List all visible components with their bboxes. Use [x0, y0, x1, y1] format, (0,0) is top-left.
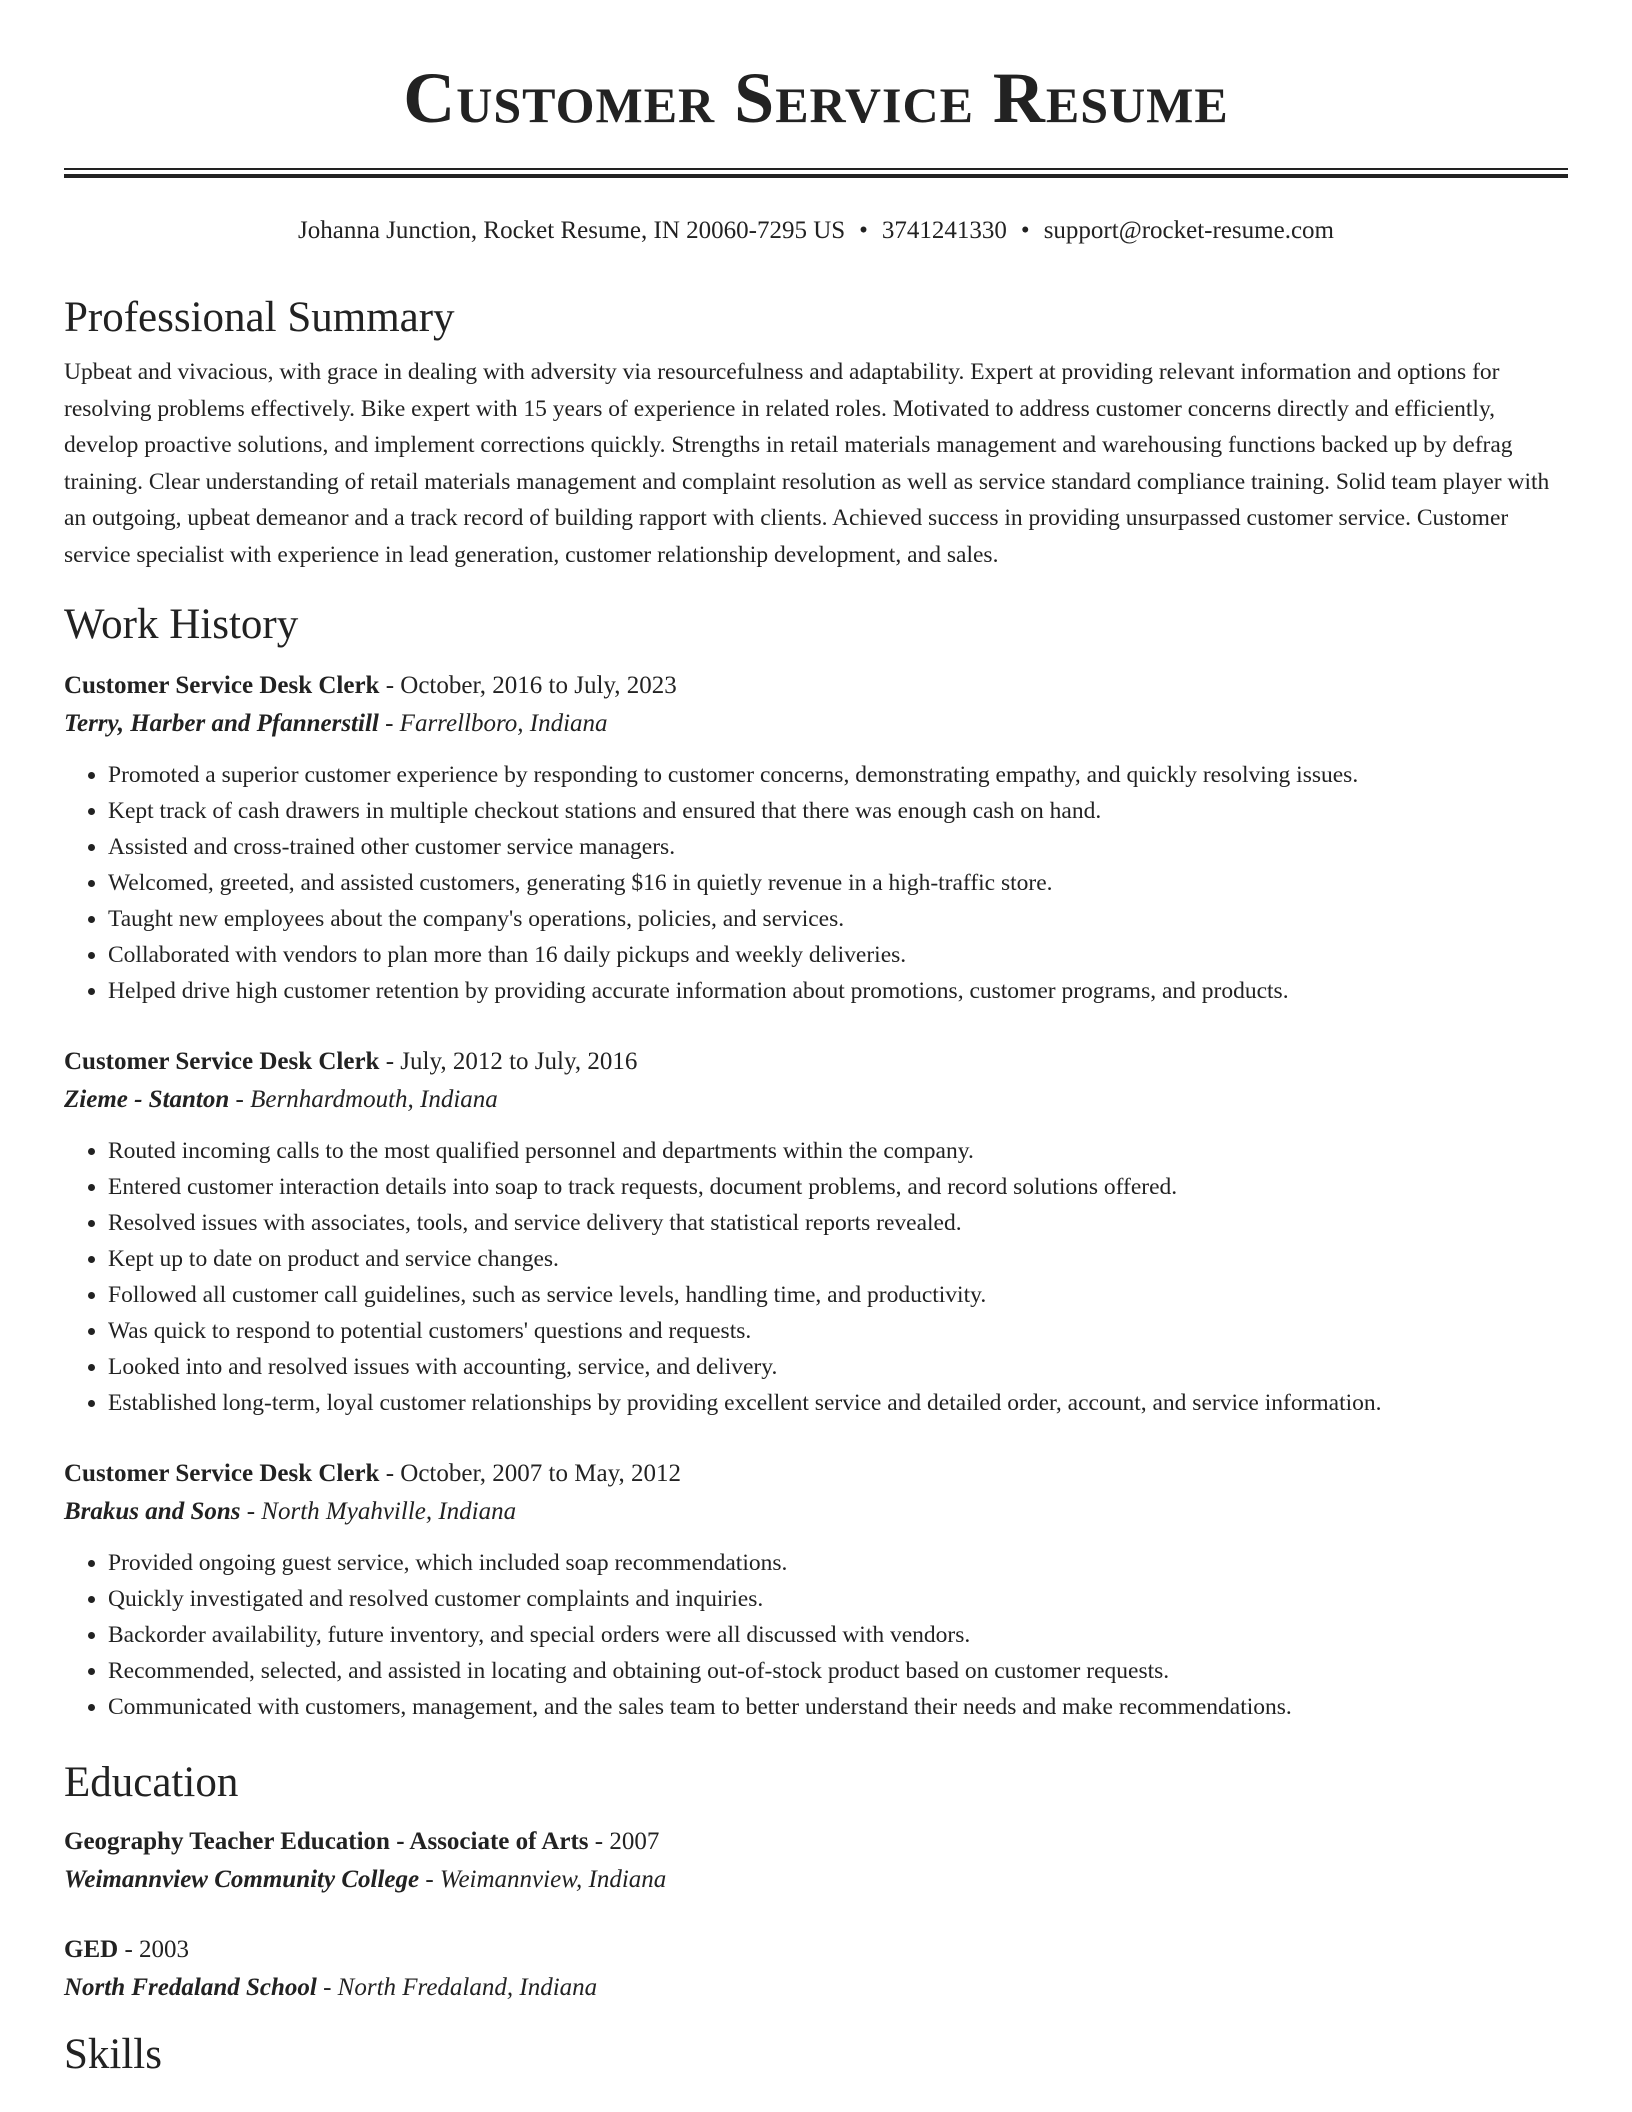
education-location: - North Fredaland, Indiana: [316, 1973, 598, 2001]
job-dates: - July, 2012 to July, 2016: [379, 1047, 638, 1075]
job-company-line: [64, 1493, 1568, 1531]
job-company: Terry, Harber and Pfannerstill: [64, 709, 379, 737]
job-company-line: [64, 1081, 1568, 1119]
list-item: • Collaborated with vendors to plan more than 16 daily pickups and weekly deliveries.: [108, 937, 1568, 973]
list-item: • Quickly investigated and resolved customer complaints and inquiries.: [108, 1581, 1568, 1617]
education-degree: Geography Teacher Education - Associate of Arts: [64, 1827, 589, 1855]
job-bullets: [64, 757, 1568, 1009]
list-item: • Recommended, selected, and assisted in locating and obtaining out-of-stock product based on customer requests.: [108, 1653, 1568, 1689]
job-bullets: [64, 1133, 1568, 1421]
skills-section: [64, 2027, 1568, 2083]
list-item: • Followed all customer call guidelines, such as service levels, handling time, and productivity.: [108, 1277, 1568, 1313]
contact-line: [64, 215, 1568, 247]
title-rule-bottom: [64, 174, 1568, 178]
job-title: Customer Service Desk Clerk: [64, 1047, 380, 1075]
contact-address: Johanna Junction, Rocket Resume, IN 20060-7295 US: [298, 217, 846, 244]
education-entry: [64, 1931, 1568, 2007]
job-title-line: [64, 667, 1568, 705]
job-title: Customer Service Desk Clerk: [64, 1459, 380, 1487]
job-location: - North Myahville, Indiana: [240, 1497, 517, 1525]
education-school: North Fredaland School: [64, 1973, 317, 2001]
list-item: • Established long-term, loyal customer relationships by providing excellent service and detailed order, account, and service information.: [108, 1385, 1568, 1421]
education-school-line: [64, 1969, 1568, 2007]
education-degree: GED: [64, 1935, 119, 1963]
job-title: Customer Service Desk Clerk: [64, 671, 380, 699]
education-degree-line: [64, 1931, 1568, 1969]
contact-email[interactable]: support@rocket-resume.com: [1043, 217, 1334, 244]
contact-phone: 3741241330: [881, 217, 1007, 244]
job-company-line: [64, 705, 1568, 743]
list-item: • Assisted and cross-trained other customer service managers.: [108, 829, 1568, 865]
education-heading: Education: [64, 1758, 239, 1806]
list-item: • Taught new employees about the company's operations, policies, and services.: [108, 901, 1568, 937]
resume-page: [64, 0, 1568, 2078]
list-item: • Resolved issues with associates, tools, and service delivery that statistical reports revealed.: [108, 1205, 1568, 1241]
list-item: • Kept track of cash drawers in multiple checkout stations and ensured that there was enough cash on hand.: [108, 793, 1568, 829]
job-bullets: [64, 1545, 1568, 1725]
job-entry: [64, 667, 1568, 1009]
contact-separator: •: [859, 217, 868, 244]
education-year: - 2003: [118, 1935, 190, 1963]
education-degree-line: [64, 1823, 1568, 1861]
list-item: • Looked into and resolved issues with accounting, service, and delivery.: [108, 1349, 1568, 1385]
education-location: - Weimannview, Indiana: [419, 1865, 667, 1893]
education-year: - 2007: [588, 1827, 660, 1855]
education-entry: [64, 1823, 1568, 1899]
list-item: • Was quick to respond to potential customers' questions and requests.: [108, 1313, 1568, 1349]
job-location: - Bernhardmouth, Indiana: [229, 1085, 498, 1113]
work-history-heading: Work History: [64, 600, 299, 648]
list-item: • Communicated with customers, management, and the sales team to better understand their needs and make recommendations.: [108, 1689, 1568, 1725]
job-company: Zieme - Stanton: [64, 1085, 230, 1113]
list-item: • Entered customer interaction details into soap to track requests, document problems, and record solutions offered.: [108, 1169, 1568, 1205]
resume-body: [64, 290, 1568, 2083]
education-school-line: [64, 1861, 1568, 1899]
title-rule-top: [64, 168, 1568, 170]
work-history-section: [64, 597, 1568, 1725]
contact-separator: •: [1020, 217, 1030, 244]
list-item: • Backorder availability, future inventory, and special orders were all discussed with vendors.: [108, 1617, 1568, 1653]
list-item: • Promoted a superior customer experience by responding to customer concerns, demonstrating empathy, and quickly resolving issues.: [108, 757, 1568, 793]
education-section: [64, 1755, 1568, 2007]
resume-title: Customer Service Resume: [403, 58, 1229, 138]
job-title-line: [64, 1043, 1568, 1081]
job-title-line: [64, 1455, 1568, 1493]
list-item: • Routed incoming calls to the most qualified personnel and departments within the company.: [108, 1133, 1568, 1169]
job-dates: - October, 2016 to July, 2023: [379, 671, 677, 699]
job-company: Brakus and Sons: [64, 1497, 241, 1525]
list-item: • Welcomed, greeted, and assisted customers, generating $16 in quietly revenue in a high-traffic store.: [108, 865, 1568, 901]
summary-heading: Professional Summary: [64, 294, 455, 341]
list-item: • Provided ongoing guest service, which included soap recommendations.: [108, 1545, 1568, 1581]
job-location: - Farrellboro, Indiana: [378, 709, 608, 737]
summary-text: Upbeat and vivacious, with grace in dealing with adversity via resourcefulness and adaptability. Expert at providing relevant information and options for resolving problems effectively. Bike expert with 15 years of experience in related roles. Motivated to address customer concerns directly and efficiently, develop proactive solutions, and implement corrections quickly. Strengths in retail materials management and warehousing functions backed up by defrag training. Clear understanding of retail materials management and complaint resolution as well as service standard compliance training. Solid team player with an outgoing, upbeat demeanor and a track record of building rapport with clients. Achieved success in providing unsurpassed customer service. Customer service specialist with experience in lead generation, customer relationship development, and sales.: [64, 359, 1550, 568]
job-entry: [64, 1043, 1568, 1421]
job-entry: [64, 1455, 1568, 1725]
list-item: • Kept up to date on product and service changes.: [108, 1241, 1568, 1277]
summary-section: [64, 290, 1568, 574]
list-item: • Helped drive high customer retention by providing accurate information about promotions, customer programs, and products.: [108, 973, 1568, 1009]
job-dates: - October, 2007 to May, 2012: [379, 1459, 681, 1487]
skills-heading: Skills: [64, 2030, 162, 2078]
education-school: Weimannview Community College: [64, 1865, 420, 1893]
